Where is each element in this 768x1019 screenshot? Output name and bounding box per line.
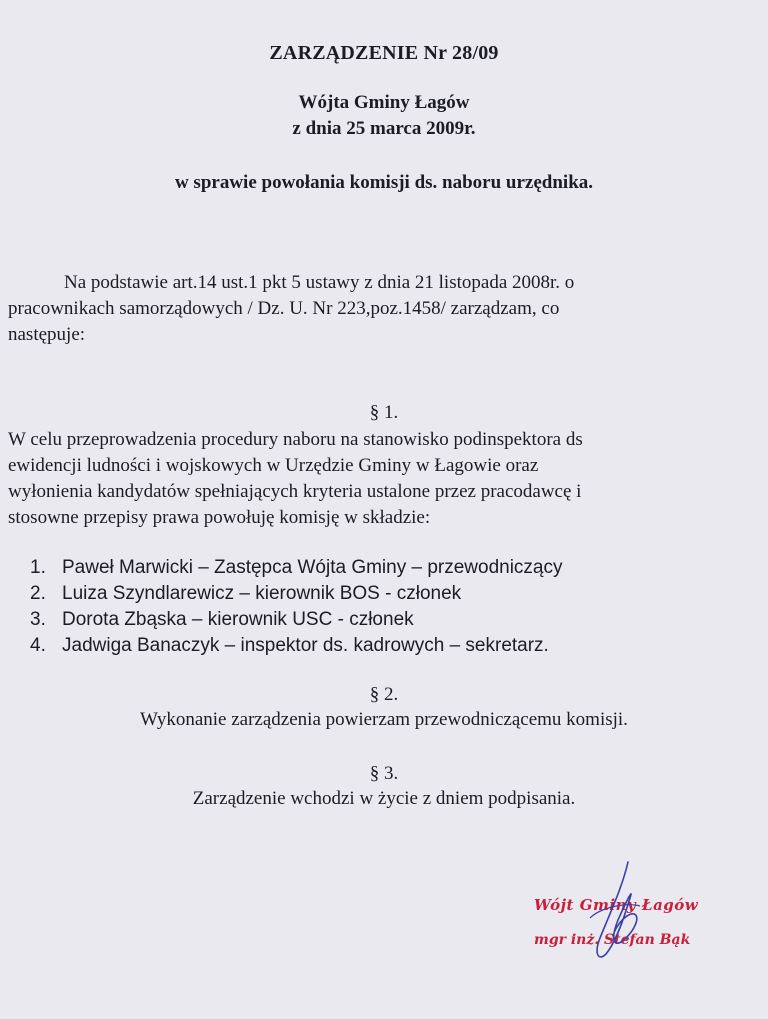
- list-item: 1. Paweł Marwicki – Zastępca Wójta Gminy – przewodniczący: [30, 557, 563, 578]
- intro-paragraph: [8, 270, 728, 348]
- section-2-text: Wykonanie zarządzenia powierzam przewodniczącemu komisji.: [140, 709, 628, 730]
- section-1-heading: § 1.: [369, 402, 399, 423]
- list-item: 3. Dorota Zbąska – kierownik USC - członek: [30, 609, 414, 630]
- subject: w sprawie powołania komisji ds. naboru urzędnika.: [174, 172, 594, 193]
- issuer: Wójta Gminy Łagów: [298, 92, 470, 113]
- document-title: ZARZĄDZENIE Nr 28/09: [269, 42, 499, 64]
- stamp-line-2: mgr inż. Stefan Bąk: [534, 932, 691, 948]
- section-1-line-2: ewidencji ludności i wojskowych w Urzędzie Gminy w Łagowie oraz: [8, 455, 539, 476]
- list-item: 2. Luiza Szyndlarewicz – kierownik BOS - członek: [30, 583, 462, 604]
- section-3-text: Zarządzenie wchodzi w życie z dniem podpisania.: [192, 788, 576, 809]
- section-1-body: [8, 427, 728, 531]
- intro-line-1: Na podstawie art.14 ust.1 pkt 5 ustawy z dnia 21 listopada 2008r. o: [64, 272, 575, 293]
- list-item: 4. Jadwiga Banaczyk – inspektor ds. kadrowych – sekretarz.: [30, 635, 549, 656]
- section-1-line-3: wyłonienia kandydatów spełniających kryteria ustalone przez pracodawcę i: [8, 481, 582, 502]
- section-1-line-1: W celu przeprowadzenia procedury naboru na stanowisko podinspektora ds: [8, 429, 583, 450]
- signature-icon: [570, 858, 660, 968]
- stamp-line-1: Wójt Gminy Łagów: [534, 896, 699, 914]
- section-3-heading: § 3.: [369, 763, 399, 784]
- section-2-heading: § 2.: [369, 684, 399, 705]
- intro-line-2: pracownikach samorządowych / Dz. U. Nr 223,poz.1458/ zarządzam, co: [8, 298, 560, 319]
- section-1-line-4: stosowne przepisy prawa powołuję komisję w składzie:: [8, 507, 431, 528]
- issue-date: z dnia 25 marca 2009r.: [292, 118, 476, 139]
- commission-members-list: [30, 555, 563, 659]
- intro-line-3: następuje:: [8, 324, 86, 345]
